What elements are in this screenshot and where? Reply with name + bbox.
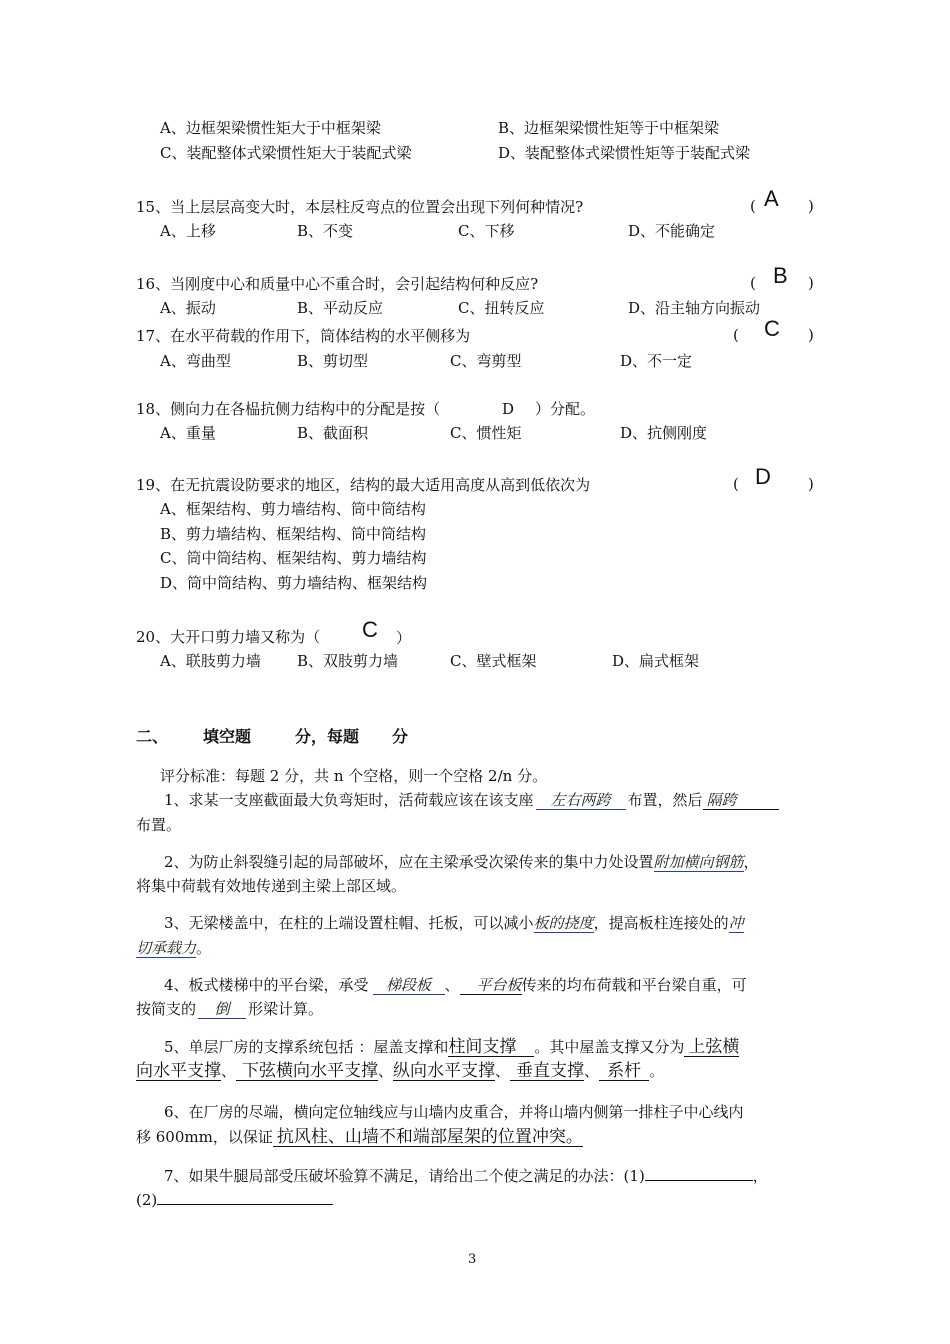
section2-score-per: 分，每题 [295,727,360,746]
fill4-answer1: 梯段板 [373,976,445,995]
q17-option-b: B、剪切型 [297,352,369,370]
q16-option-b: B、平动反应 [297,299,384,317]
fill2-line1 [164,852,759,872]
fill7-pre2: (2) [136,1191,158,1209]
fill4-mid: 传来的均布荷载和平台梁自重，可 [521,976,747,994]
q18-option-c: C、惯性矩 [450,424,522,442]
fill5-answer5: 垂直支撑 [510,1062,584,1081]
fill3-answer2b: 切承载力 [136,939,197,957]
q18-stem-post: ）分配。 [535,400,596,418]
q19-option-a: A、框架结构、剪力墙结构、筒中筒结构 [160,500,426,518]
fill3-line2 [136,938,211,958]
fill3-line1 [164,913,744,933]
page-number: 3 [468,1252,477,1267]
q18-option-b: B、截面积 [297,424,369,442]
fill4-post: 形梁计算。 [248,1000,324,1018]
q17-stem: 17、在水平荷载的作用下，筒体结构的水平侧移为 [136,327,471,345]
fill5-answer4: 纵向水平支撑 [393,1061,496,1081]
q18-option-a: A、重量 [160,424,216,442]
section2-title: 填空题 [203,727,252,746]
q19-option-d: D、筒中筒结构、剪力墙结构、框架结构 [160,574,428,592]
q19-option-c: C、筒中筒结构、框架结构、剪力墙结构 [160,549,427,567]
fill6-pre2: 移 600mm，以保证 [136,1128,273,1146]
fill7-blank2[interactable] [157,1188,333,1205]
fill4-answer3: 倒 [198,1000,246,1019]
q15-option-c: C、下移 [458,222,515,240]
fill2-post: 将集中荷载有效地传递到主梁上部区域。 [136,877,407,895]
q14-option-a: A、边框架梁惯性矩大于中框架梁 [160,119,381,137]
fill4-line2 [136,999,323,1019]
fill4-pre: 4、板式楼梯中的平台梁，承受 [164,976,369,994]
q16-paren-open: ( [750,274,756,292]
fill5-line2 [136,1060,664,1082]
q16-option-a: A、振动 [160,299,216,317]
fill3-answer1: 板的挠度 [533,914,594,932]
q15-stem: 15、当上层层高变大时，本层柱反弯点的位置会出现下列何种情况? [136,198,584,216]
q17-answer: C [764,316,780,341]
fill5-mid: 。其中屋盖支撑又分为 [534,1038,685,1056]
fill4-sep: 、 [444,976,460,994]
q15-option-a: A、上移 [160,222,216,240]
q15-paren-open: ( [750,197,756,215]
fill7-blank1[interactable] [645,1164,753,1181]
fill7-line1 [164,1164,768,1186]
q15-option-d: D、不能确定 [628,222,716,240]
fill5-answer3: 下弦横向水平支撑 [236,1062,378,1081]
fill4-answer2: 平台板 [460,976,522,995]
q14-option-b: B、边框架梁惯性矩等于中框架梁 [498,119,720,137]
fill5-answer2a: 上弦横 [684,1038,739,1057]
q20-option-b: B、双肢剪力墙 [297,652,399,670]
fill1-mid: 布置，然后 [627,791,703,809]
q19-paren-close: ) [808,475,814,493]
q16-option-c: C、扭转反应 [458,299,545,317]
q18-answer: D [502,400,515,418]
fill5-pre: 5、单层厂房的支撑系统包括 ：屋盖支撑和 [164,1038,449,1056]
fill7-line2 [136,1188,333,1210]
q15-answer: A [764,186,779,211]
fill6-answer1: 抗风柱、山墙不和端部屋架的位置冲突。 [273,1128,583,1147]
fill6-line2 [136,1126,583,1148]
fill5-sep1: 、 [221,1062,237,1080]
fill1-post: 布置。 [136,816,182,834]
q17-option-a: A、弯曲型 [160,352,231,370]
q15-paren-close: ) [808,197,814,215]
q16-option-d: D、沿主轴方向振动 [628,299,761,317]
q16-stem: 16、当刚度中心和质量中心不重合时，会引起结构何种反应? [136,275,539,293]
fill5-sep4: 、 [584,1062,600,1080]
q14-option-c: C、装配整体式梁惯性矩大于装配式梁 [160,144,412,162]
fill5-line1 [164,1036,739,1058]
fill3-post: 。 [196,939,212,957]
q20-stem: 20、大开口剪力墙又称为（ [136,628,321,646]
q17-paren-open: ( [733,326,739,344]
fill7-pre: 7、如果牛腿局部受压破坏验算不满足，请给出二个使之满足的办法：(1) [164,1167,645,1185]
q17-option-c: C、弯剪型 [450,352,522,370]
q17-option-d: D、不一定 [620,352,693,370]
q19-paren-open: ( [733,475,739,493]
fill2-pre: 2、为防止斜裂缝引起的局部破坏，应在主梁承受次梁传来的集中力处设置 [164,853,654,871]
q14-option-d: D、装配整体式梁惯性矩等于装配式梁 [498,144,751,162]
fill2-comma: ， [743,853,759,871]
q20-paren-close: ） [396,629,412,647]
fill5-end: 。 [649,1062,665,1080]
fill5-answer6: 系杆 [599,1062,649,1081]
fill3-mid: ，提高板柱连接处的 [593,914,729,932]
q20-option-d: D、扁式框架 [612,652,700,670]
q20-answer: C [362,617,378,642]
scoring-criteria: 评分标准：每题 2 分，共 n 个空格，则一个空格 2/n 分。 [160,767,548,785]
fill1-line1 [164,790,779,810]
fill6-line1: 6、在厂房的尽端，横向定位轴线应与山墙内皮重合，并将山墙内侧第一排柱子中心线内 [164,1103,744,1121]
fill5-answer2b: 向水平支撑 [136,1061,221,1081]
q16-paren-close: ) [808,274,814,292]
fill1-pre: 1、求某一支座截面最大负弯矩时，活荷载应该在该支座 [164,791,534,809]
q15-option-b: B、不变 [297,222,354,240]
section2-number: 二、 [136,727,169,746]
fill5-sep2: 、 [378,1062,394,1080]
fill5-sep3: 、 [495,1062,511,1080]
fill5-answer1: 柱间支撑 [448,1038,534,1057]
q18-stem-pre: 18、侧向力在各榀抗侧力结构中的分配是按（ [136,400,441,418]
q19-answer: D [755,464,771,489]
fill3-pre: 3、无梁楼盖中，在柱的上端设置柱帽、托板，可以减小 [164,914,534,932]
q18-option-d: D、抗侧刚度 [620,424,708,442]
q20-option-a: A、联肢剪力墙 [160,652,261,670]
q19-option-b: B、剪力墙结构、框架结构、筒中筒结构 [160,525,427,543]
fill4-line1 [164,975,747,995]
fill7-comma: ， [752,1167,768,1185]
q17-paren-close: ) [808,326,814,344]
q20-option-c: C、壁式框架 [450,652,537,670]
fill4-pre2: 按简支的 [136,1000,197,1018]
section2-score-unit: 分 [392,727,409,746]
fill1-answer1: 左右两跨 [536,791,626,810]
fill2-answer1: 附加横向钢筋 [653,853,744,871]
q19-stem: 19、在无抗震设防要求的地区，结构的最大适用高度从高到低依次为 [136,476,591,494]
q16-answer: B [773,263,788,288]
fill3-answer2a: 冲 [728,914,744,932]
fill1-answer2: 隔跨 [703,791,779,810]
